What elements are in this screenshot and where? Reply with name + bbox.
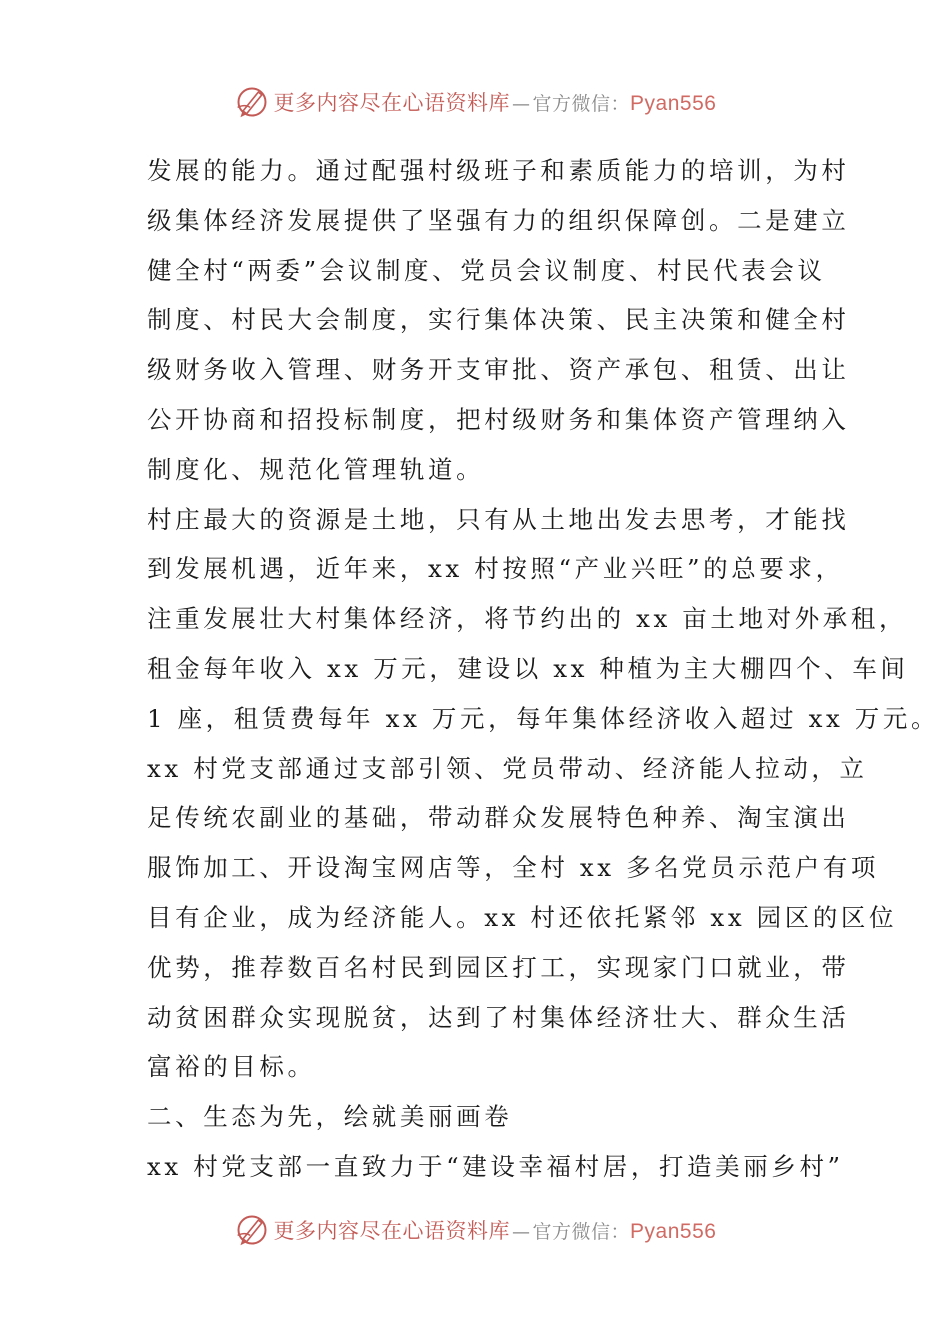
text-line: xx 村党支部一直致力于“建设幸福村居，打造美丽乡村” (147, 1151, 844, 1181)
pen-circle-logo-icon (234, 84, 270, 120)
text-line: 公开协商和招投标制度，把村级财务和集体资产管理纳入 (147, 404, 850, 434)
header-banner (0, 82, 950, 122)
banner-wechat-id: Pyan556 (630, 92, 717, 115)
text-line: 富裕的目标。 (147, 1052, 316, 1082)
text-line: 健全村“两委”会议制度、党员会议制度、村民代表会议 (147, 255, 826, 285)
text-line: 到发展机遇，近年来，xx 村按照“产业兴旺”的总要求， (147, 554, 844, 584)
text-line: xx 村党支部通过支部引领、党员带动、经济能人拉动，立 (147, 753, 868, 783)
text-line: 注重发展壮大村集体经济，将节约出的 xx 亩土地对外承租， (147, 604, 908, 634)
pen-circle-logo-icon (234, 1212, 270, 1248)
text-line: 发展的能力。通过配强村级班子和素质能力的培训，为村 (147, 156, 850, 185)
body-text (147, 146, 940, 1192)
text-line: 动贫困群众实现脱贫，达到了村集体经济壮大、群众生活 (147, 1002, 850, 1032)
banner-title: 更多内容尽在心语资料库 (273, 91, 511, 115)
banner-title: 更多内容尽在心语资料库 (273, 1219, 511, 1243)
text-line: 制度化、规范化管理轨道。 (147, 454, 485, 484)
banner-wechat-id: Pyan556 (630, 1220, 717, 1243)
banner-separator: — (512, 94, 531, 115)
text-line: 服饰加工、开设淘宝网店等，全村 xx 多名党员示范户有项 (147, 853, 880, 883)
text-line: 级财务收入管理、财务开支审批、资产承包、租赁、出让 (147, 355, 850, 385)
banner-separator: — (512, 1222, 531, 1243)
banner-label: 官方微信： (532, 1221, 631, 1243)
text-line: 目有企业，成为经济能人。xx 村还依托紧邻 xx 园区的区位 (147, 902, 898, 932)
footer-banner (0, 1210, 950, 1250)
text-line: 1 座，租赁费每年 xx 万元，每年集体经济收入超过 xx 万元。 (147, 703, 940, 733)
text-line: 村庄最大的资源是土地，只有从土地出发去思考，才能找 (147, 504, 850, 534)
section-heading: 二、生态为先，绘就美丽画卷 (147, 1102, 513, 1132)
text-line: 足传统农副业的基础，带动群众发展特色种养、淘宝演出 (147, 803, 850, 833)
text-line: 制度、村民大会制度，实行集体决策、民主决策和健全村 (147, 305, 850, 335)
text-line: 级集体经济发展提供了坚强有力的组织保障创。二是建立 (147, 205, 850, 235)
text-line: 优势，推荐数百名村民到园区打工，实现家门口就业，带 (147, 952, 850, 982)
banner-label: 官方微信： (532, 93, 631, 115)
text-line: 租金每年收入 xx 万元，建设以 xx 种植为主大棚四个、车间 (147, 653, 909, 683)
